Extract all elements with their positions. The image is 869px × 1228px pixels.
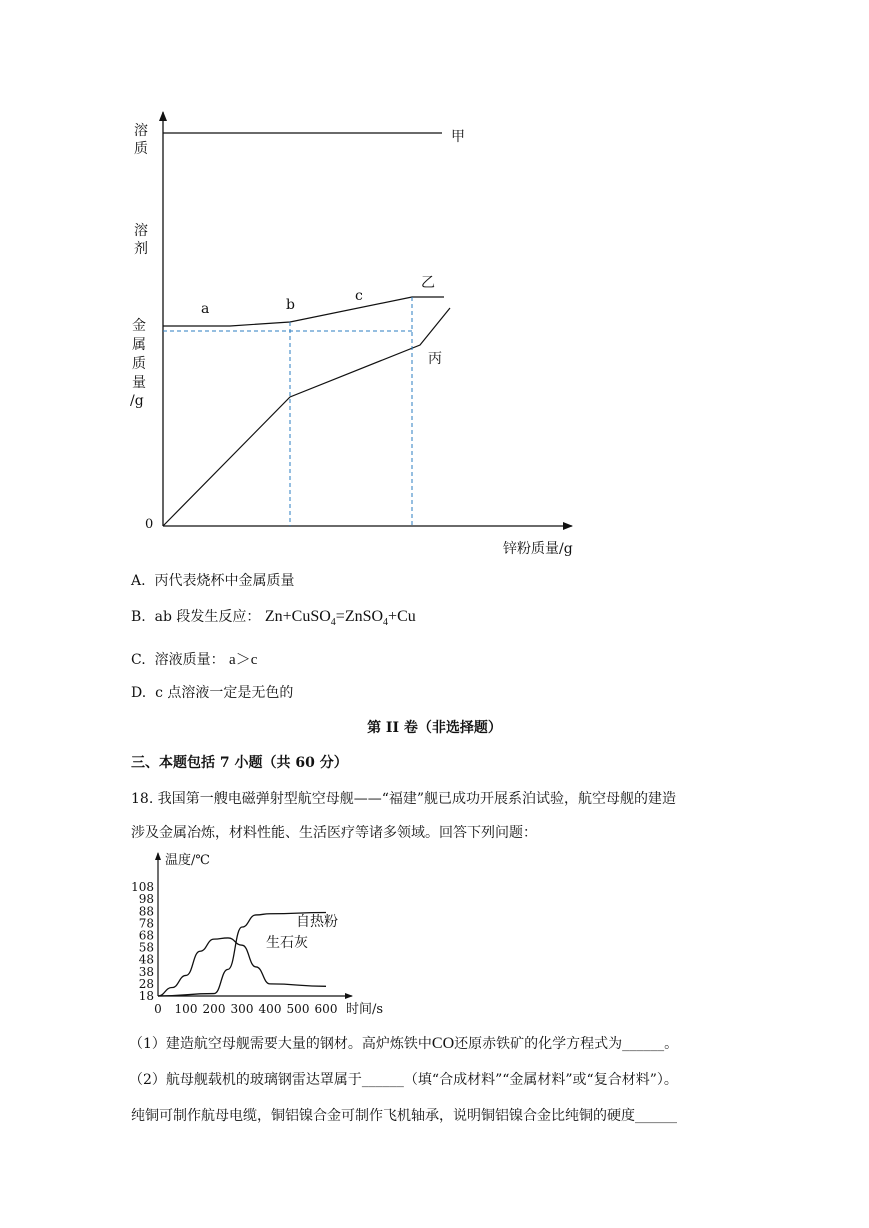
point-c: c xyxy=(355,288,363,304)
point-b: b xyxy=(286,297,295,313)
y-axis-label: 温度/℃ xyxy=(165,853,210,868)
y-tick-label: 98 xyxy=(138,892,154,907)
x-tick-label: 200 xyxy=(202,1002,226,1016)
option-text: 溶液质量： xyxy=(154,652,225,668)
y-tick-label: 78 xyxy=(138,916,154,931)
label-solvent-2: 剂 xyxy=(134,241,148,257)
q18-line1: 18. 我国第一艘电磁弹射型航空母舰——“福建”舰已成功开展系泊试验，航空母舰的建造 xyxy=(131,791,677,807)
y-tick-label: 28 xyxy=(138,976,154,991)
label-metal-2: 属 xyxy=(132,337,146,353)
label-solute-1: 溶 xyxy=(134,123,148,139)
sub-question-1: （1）建造航空母舰需要大量的钢材。高炉炼铁中CO还原赤铁矿的化学方程式为______。 xyxy=(129,1035,679,1052)
label-metal-3: 质 xyxy=(132,356,146,372)
option-tail: a＞c xyxy=(229,652,258,668)
x-tick-label: 300 xyxy=(230,1002,254,1016)
y-tick-label: 18 xyxy=(138,989,154,1003)
label-metal-4: 量 xyxy=(132,375,146,391)
x-tick-label: 600 xyxy=(314,1002,338,1016)
reaction-formula: Zn+CuSO$_4$=ZnSO$_4$+Cu xyxy=(264,608,416,629)
y-tick-label: 108 xyxy=(131,880,154,895)
option-letter: C. xyxy=(131,652,146,668)
x-tick-label: 100 xyxy=(174,1002,198,1016)
sub-question-3: 纯铜可制作航母电缆，铜铝镍合金可制作飞机轴承，说明铜铝镍合金比纯铜的硬度______ xyxy=(131,1108,677,1124)
origin-label: 0 xyxy=(145,517,154,532)
option-letter: A. xyxy=(131,573,146,589)
x-tick-label: 500 xyxy=(286,1002,310,1016)
y-tick-label: 68 xyxy=(138,928,154,943)
section-header: 三、本题包括 7 小题（共 60 分） xyxy=(131,755,348,771)
option-text: ab 段发生反应： xyxy=(154,609,261,625)
q18-line2: 涉及金属冶炼，材料性能、生活医疗等诸多领域。回答下列问题： xyxy=(131,825,537,841)
co-formula: CO xyxy=(431,1035,455,1052)
option-letter: B. xyxy=(131,609,146,625)
x-tick-label: 0 xyxy=(154,1002,162,1016)
series-label: 生石灰 xyxy=(266,935,308,951)
x-tick-label: 400 xyxy=(258,1002,282,1016)
label-bing: 丙 xyxy=(428,351,442,367)
label-yi: 乙 xyxy=(421,275,435,291)
option-text: 丙代表烧杯中金属质量 xyxy=(154,573,295,589)
label-metal-1: 金 xyxy=(132,318,146,334)
point-a: a xyxy=(201,301,210,317)
series-label: 自热粉 xyxy=(296,914,338,930)
option-text: c 点溶液一定是无色的 xyxy=(155,685,294,701)
y-tick-label: 58 xyxy=(138,940,154,955)
x-axis-label: 时间/s xyxy=(346,1002,384,1017)
label-jia: 甲 xyxy=(451,129,465,145)
label-solvent-1: 溶 xyxy=(134,223,148,239)
x-axis-label: 锌粉质量/g xyxy=(503,541,573,557)
y-tick-label: 48 xyxy=(138,952,154,967)
y-tick-label: 88 xyxy=(138,904,154,919)
y-tick-label: 38 xyxy=(138,964,154,979)
label-metal-5: /g xyxy=(130,393,144,409)
sub-question-2: （2）航母舰载机的玻璃钢雷达罩属于______（填“合成材料”“金属材料”或“复合材料”）。 xyxy=(129,1072,678,1088)
option-letter: D. xyxy=(131,685,147,701)
label-solute-2: 质 xyxy=(134,141,148,157)
section-title: 第 II 卷（非选择题） xyxy=(367,720,502,736)
